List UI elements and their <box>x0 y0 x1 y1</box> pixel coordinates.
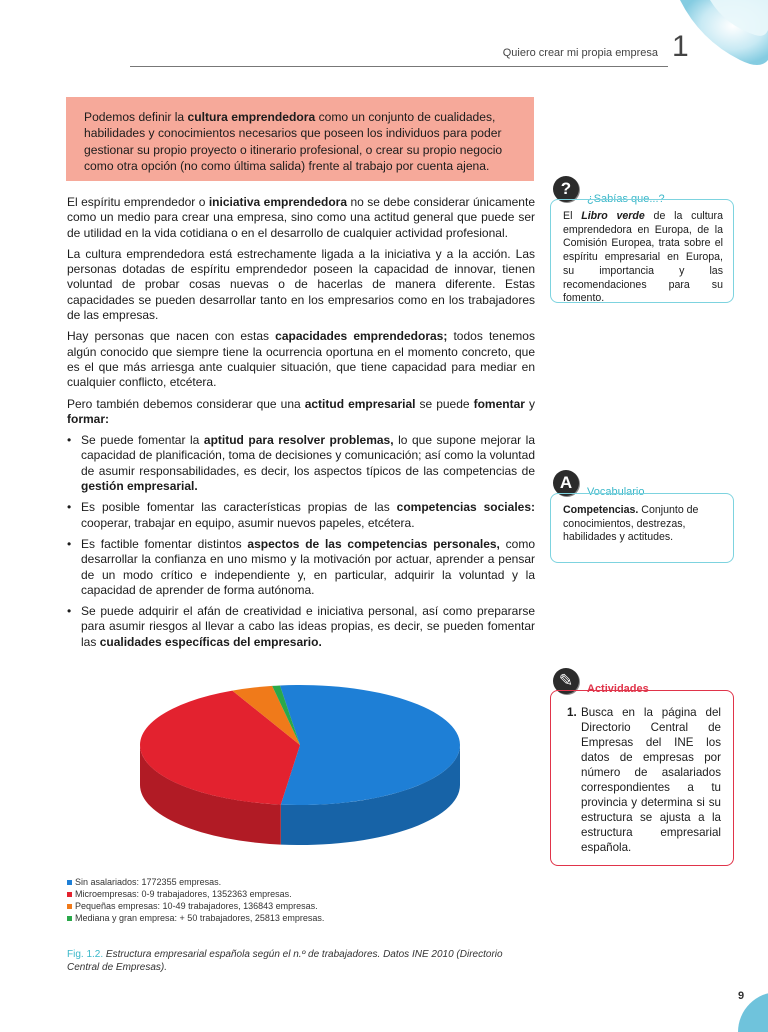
bullet-item: • Es posible fomentar las características propias de las competencias sociales: cooperar, trabajar en equipo, asumir nuevos papeles, etcétera. <box>67 500 535 531</box>
actividad-item: 1. Busca en la página del Directorio Central de Empresas del INE los datos de empresas por número de asalariados correspondientes a tu provincia y determina si su estructura se ajusta a la estructura empresarial española. <box>567 706 721 854</box>
definition-term: cultura emprendedora <box>187 110 316 124</box>
pie-chart <box>130 665 470 865</box>
legend-swatch <box>67 880 72 885</box>
legend-item: Microempresas: 0-9 trabajadores, 1352363 empresas. <box>67 888 324 900</box>
definition-text-2: como un conjunto de cualidades, habilidades y conocimientos necesarios que poseen los individuos para poder gestionar su propio proyecto o itinerario profesional, o crear su propio negocio como otra opción (no como última salida) frente al trabajo por cuenta ajena. <box>84 110 503 173</box>
legend-item: Pequeñas empresas: 10-49 trabajadores, 136843 empresas. <box>67 900 324 912</box>
paragraph-3: Hay personas que nacen con estas capacidades emprendedoras; todos tenemos algún conocido que siempre tiene la ocurrencia oportuna en el momento concreto, que es el que más arriesga ante cualquier situación, que tiene capacidad para mediar en cualquier conflicto, etcétera. <box>67 329 535 390</box>
legend-item: Mediana y gran empresa: + 50 trabajadores, 25813 empresas. <box>67 912 324 924</box>
main-text-column <box>67 195 535 650</box>
legend-swatch <box>67 916 72 921</box>
paragraph-4: Pero también debemos considerar que una actitud empresarial se puede fomentar y formar: <box>67 396 535 426</box>
page-number: 9 <box>738 990 745 1002</box>
vocabulario-box <box>550 493 734 563</box>
sabias-que-title: ¿Sabías que...? <box>583 193 669 205</box>
legend-swatch <box>67 904 72 909</box>
bullet-item: • Se puede fomentar la aptitud para resolver problemas, lo que supone mejorar la capacidad de planificación, toma de decisiones y comunicación; así como la voluntad de asumir responsabilidades, es decir, los aspectos típicos de las competencias de gestión empresarial. <box>67 433 535 494</box>
paragraph-2: La cultura emprendedora está estrechamente ligada a la iniciativa y a la acción. Las personas dotadas de espíritu emprendedor poseen la capacidad de innovar, tienen voluntad de probar cosas nuevas o de hacerlas de manera diferente. Estas capacidades se pueden desarrollar tanto en los empresarios como en los trabajadores de las empresas. <box>67 246 535 323</box>
vocabulario-title: Vocabulario <box>583 486 649 498</box>
header-divider <box>130 66 668 67</box>
definition-box <box>66 97 534 181</box>
header-title: Quiero crear mi propia empresa <box>502 47 658 59</box>
legend-swatch <box>67 892 72 897</box>
bullet-item: • Se puede adquirir el afán de creatividad e iniciativa personal, así como prepararse para asumir riesgos al llevar a cabo las ideas propias, es decir, se pueden fomentar las cualidades específicas del empresario. <box>67 604 535 650</box>
legend-item: Sin asalariados: 1772355 empresas. <box>67 876 324 888</box>
figure-caption: Fig. 1.2. Estructura empresarial española según el n.º de trabajadores. Datos INE 2010 (Directorio Central de Empresas). <box>67 949 503 973</box>
chart-legend <box>67 876 324 924</box>
sabias-que-box <box>550 199 734 303</box>
pencil-icon: ✎ <box>553 668 579 694</box>
question-icon: ? <box>553 176 579 202</box>
chapter-number: 1 <box>672 30 689 63</box>
actividades-box <box>550 690 734 866</box>
bullet-item: • Es factible fomentar distintos aspectos de las competencias personales, como desarrollar la confianza en uno mismo y la motivación por actuar, aprender a pensar de un modo crítico e independiente y, en particular, adquirir la voluntad y la capacidad de aprender de forma autónoma. <box>67 537 535 598</box>
definition-text: Podemos definir la <box>84 110 188 124</box>
paragraph-1: El espíritu emprendedor o iniciativa emprendedora no se debe considerar únicamente como un medio para crear una empresa, sino como una actitud general que puede ser de utilidad en la vida cotidiana o en el desarrollo de cualquier actividad profesional. <box>67 195 535 240</box>
sabias-que-body: El Libro verde de la cultura emprendedora en Europa, de la Comisión Europea, trata sobre el espíritu empresarial en Europa, su importancia y las recomendaciones para su fomento. <box>563 210 723 305</box>
water-droplet-decoration <box>640 0 768 80</box>
vocabulary-icon: A <box>553 470 579 496</box>
vocabulario-body: Competencias. Conjunto de conocimientos, destrezas, habilidades y actitudes. <box>563 504 699 544</box>
actividades-title: Actividades <box>583 683 653 695</box>
